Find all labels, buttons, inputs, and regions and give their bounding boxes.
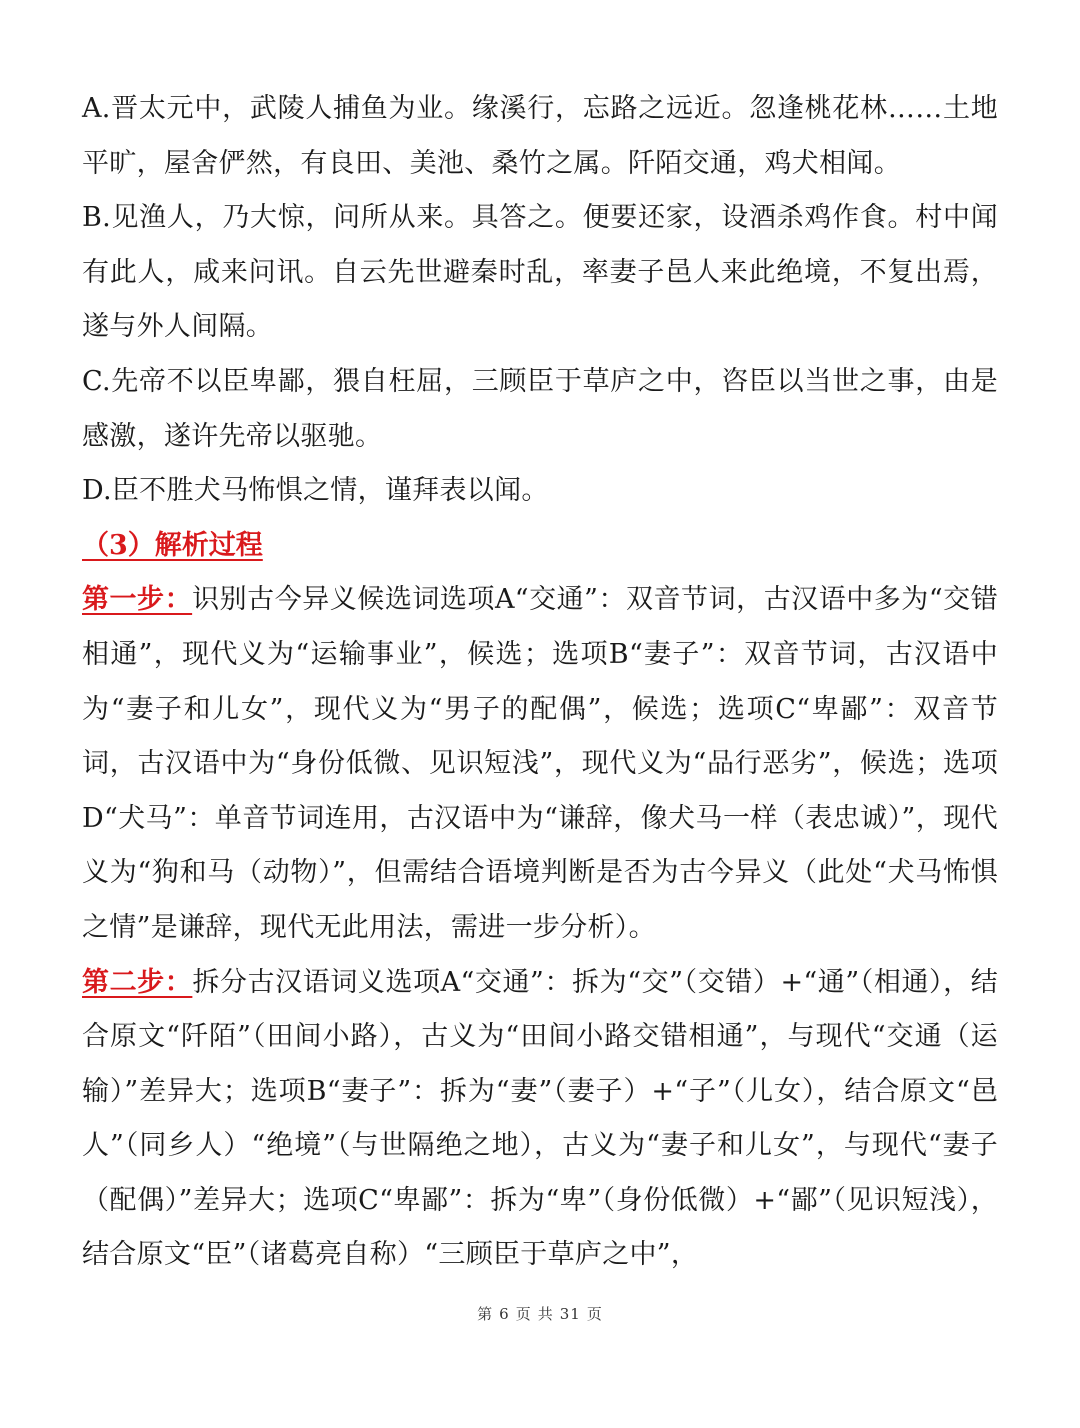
page-content	[82, 82, 998, 1283]
footer-total-pages: 31	[559, 1305, 581, 1323]
option-b-text: B.见渔人，乃大惊，问所从来。具答之。便要还家，设酒杀鸡作食。村中闻有此人，咸来问讯。自云先世避秦时乱，率妻子邑人来此绝境，不复出焉，遂与外人间隔。	[82, 202, 998, 343]
step-1-paragraph	[82, 573, 998, 955]
footer-suffix: 页	[586, 1305, 603, 1323]
option-a-text: A.晋太元中，武陵人捕鱼为业。缘溪行，忘路之远近。忽逢桃花林……土地平旷，屋舍俨然，有良田、美池、桑竹之属。阡陌交通，鸡犬相闻。	[82, 93, 998, 179]
step-1-label: 第一步：	[82, 584, 193, 616]
footer-total-word: 共	[537, 1305, 554, 1323]
footer-page-word: 页	[515, 1305, 532, 1323]
footer-prefix: 第	[477, 1305, 494, 1323]
option-d-text: D.臣不胜犬马怖惧之情，谨拜表以闻。	[82, 475, 549, 507]
step-1-text: 识别古今异义候选词选项A“交通”：双音节词，古汉语中多为“交错相通”，现代义为“运输事业”，候选；选项B“妻子”：双音节词，古汉语中为“妻子和儿女”，现代义为“男子的配偶”，候选；选项C“卑鄙”：双音节词，古汉语中为“身份低微、见识短浅”，现代义为“品行恶劣”，候选；选项D“犬马”：单音节词连用，古汉语中为“谦辞，像犬马一样（表忠诚）”，现代义为“狗和马（动物）”，但需结合语境判断是否为古今异义（此处“犬马怖惧之情”是谦辞，现代无此用法，需进一步分析）。	[82, 584, 998, 943]
footer-page-number: 6	[499, 1305, 510, 1323]
step-2-text: 拆分古汉语词义选项A“交通”：拆为“交”（交错）+“通”（相通），结合原文“阡陌”（田间小路），古义为“田间小路交错相通”，与现代“交通（运输）”差异大；选项B“妻子”：拆为“妻”（妻子）+“子”（儿女），结合原文“邑人”（同乡人）“绝境”（与世隔绝之地），古义为“妻子和儿女”，与现代“妻子（配偶）”差异大；选项C“卑鄙”：拆为“卑”（身份低微）+“鄙”（见识短浅），结合原文“臣”（诸葛亮自称）“三顾臣于草庐之中”，	[82, 966, 999, 1271]
option-c-text: C.先帝不以臣卑鄙，猥自枉屈，三顾臣于草庐之中，咨臣以当世之事，由是感激，遂许先帝以驱驰。	[82, 365, 998, 452]
step-2-label: 第二步：	[82, 966, 193, 998]
page-footer	[0, 1303, 1080, 1324]
section-heading: （3）解析过程	[82, 529, 263, 561]
step-2-paragraph	[82, 956, 998, 1284]
